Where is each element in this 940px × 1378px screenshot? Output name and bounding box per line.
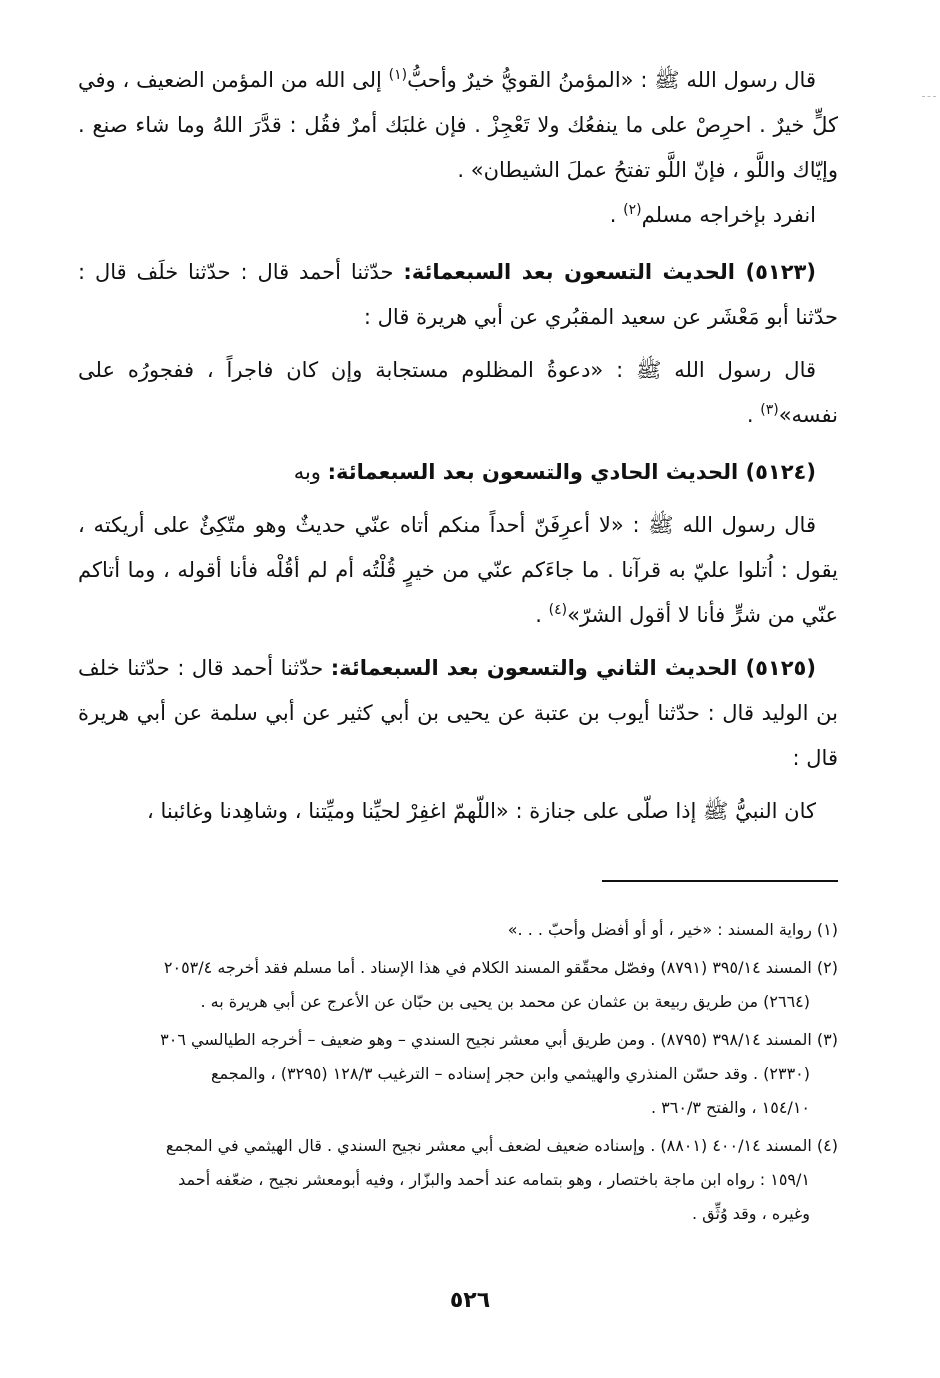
hadith-5123-body: قال رسول الله ﷺ : «دعوةُ المظلوم مستجابة وإن كان فاجراً ، ففجورُه على نفسه» xyxy=(78,358,838,427)
footnote-1: (١) رواية المسند : «خير ، أو أو أفضل وأحبّ . . .» xyxy=(507,920,838,939)
hadith-5124-end: . xyxy=(535,603,549,627)
footnote-ref-1: (١) xyxy=(388,67,408,83)
footnote-separator xyxy=(602,880,838,882)
hadith-5125-chain: حدّثنا أحمد قال : حدّثنا خلف بن الوليد قال : حدّثنا أيوب بن عتبة عن يحيى بن أبي كثير عن أبي سلمة عن أبي هريرة قال : xyxy=(78,656,838,770)
footnote-4 xyxy=(78,1129,838,1231)
footnote-4-line3: وغيره ، وقد وُثِّق . xyxy=(691,1204,810,1223)
hadith-5124-chain: وبه xyxy=(293,460,328,484)
hadith-5124-title: (٥١٢٤) الحديث الحادي والتسعون بعد السبعمائة: xyxy=(327,460,816,484)
hadith-5123-text xyxy=(78,348,838,438)
takhrij-end: . xyxy=(609,203,624,227)
hadith-5123-chain: حدّثنا أحمد قال : حدّثنا خلَف قال : حدّثنا أبو مَعْشَر عن سعيد المقبُري عن أبي هريرة قال : xyxy=(78,260,838,329)
footnote-3 xyxy=(78,1023,838,1125)
footnote-3-line2: (٢٣٣٠) . وقد حسّن المنذري والهيثمي وابن حجر إسناده – الترغيب ١٢٨/٣ (٣٢٩٥) ، والمجمع xyxy=(211,1064,810,1083)
main-text xyxy=(78,58,838,834)
footnote-3-line1: (٣) المسند ٣٩٨/١٤ (٨٧٩٥) . ومن طريق أبي معشر نجيح السندي – وهو ضعيف – أخرجه الطيالسي ٣٠٦ xyxy=(160,1030,838,1049)
hadith-5124-text xyxy=(78,503,838,638)
hadith-5122-part1: قال رسول الله ﷺ : «المؤمنُ القويُّ خيرٌ وأحبُّ xyxy=(407,68,816,92)
footnote-4-line2: ١٥٩/١ : رواه ابن ماجة باختصار ، وهو بتمامه عند أحمد والبزّار ، وفيه أبومعشر نجيح ، ضعّفه أحمد xyxy=(178,1170,810,1189)
footnote-ref-2: (٢) xyxy=(623,202,642,218)
hadith-5124-body: قال رسول الله ﷺ : «لا أعرِفَنّ أحداً منكم أتاه عنّي حديثٌ وهو متّكِئٌ على أريكته ، يقول : اُتلوا عليّ به قرآنا . ما جاءَكم عنّي من خيرٍ قُلْتُه أم لم أقُلْه فأنا أقوله ، وما أتاكم عنّي من شرٍّ فأنا لا أقول الشرّ» xyxy=(78,513,838,627)
hadith-5125-title: (٥١٢٥) الحديث الثاني والتسعون بعد السبعمائة: xyxy=(330,656,816,680)
hadith-5125-heading xyxy=(78,646,838,781)
hadith-5122-text xyxy=(78,58,838,193)
footnote-2 xyxy=(78,951,838,1019)
hadith-5122-part2: إلى الله من المؤمن الضعيف ، وفي كلٍّ خيرٌ . احرِصْ على ما ينفعُك ولا تَعْجِزْ . فإن غلبَك أمرٌ فقُل : قدَّرَ اللهُ وما شاء صنع . وإيّاك واللَّو ، فإنّ اللَّو تفتحُ عملَ الشيطان» . xyxy=(78,68,838,182)
hadith-5125-body: كان النبيُّ ﷺ إذا صلّى على جنازة : «اللّهمّ اغفِرْ لحيِّنا وميِّتنا ، وشاهِدنا وغائبنا ، xyxy=(147,799,816,823)
footnote-2-line1: (٢) المسند ٣٩٥/١٤ (٨٧٩١) وفصّل محقّقو المسند الكلام في هذا الإسناد . أما مسلم فقد أخرجه ٢٠٥٣/٤ xyxy=(163,958,838,977)
page-edge-mark xyxy=(922,96,936,98)
hadith-5124-heading xyxy=(78,450,838,495)
takhrij-note xyxy=(78,193,838,238)
footnote-2-line2: (٢٦٦٤) من طريق ربيعة بن عثمان عن محمد بن يحيى بن حبّان عن الأعرج عن أبي هريرة به . xyxy=(200,992,810,1011)
hadith-5125-text xyxy=(78,789,838,834)
hadith-5123-heading xyxy=(78,250,838,340)
footnote-3-line3: ١٥٤/١٠ ، والفتح ٣٦٠/٣ . xyxy=(650,1098,810,1117)
footnote-ref-4: (٤) xyxy=(548,602,568,618)
takhrij-text: انفرد بإخراجه مسلم xyxy=(641,203,816,227)
hadith-5123-end: . xyxy=(746,403,761,427)
page-number: ٥٢٦ xyxy=(449,1288,491,1313)
footnote-4-line1: (٤) المسند ٤٠٠/١٤ (٨٨٠١) . وإسناده ضعيف لضعف أبي معشر نجيح السندي . قال الهيثمي في المجمع xyxy=(165,1136,838,1155)
footnote-ref-3: (٣) xyxy=(760,402,779,418)
hadith-5123-title: (٥١٢٣) الحديث التسعون بعد السبعمائة: xyxy=(403,260,816,284)
footnotes xyxy=(78,913,838,1235)
